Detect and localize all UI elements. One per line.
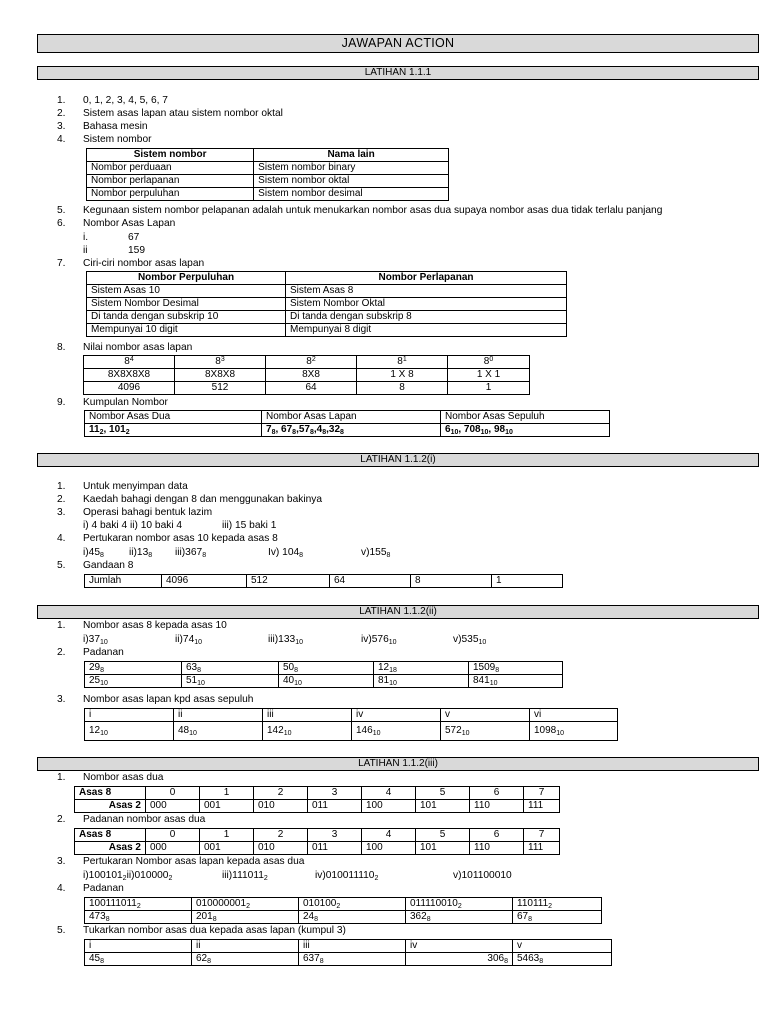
- column-header: iii: [263, 709, 352, 722]
- table-sistem-nombor: [86, 148, 449, 201]
- answer-text: iii) 15 baki 1: [222, 520, 277, 531]
- answer-value: $i)100101_2ii)010000_2$: [83, 870, 173, 882]
- answer-value: $i)37_{10}$: [83, 634, 108, 646]
- answer-text: Nilai nombor asas lapan: [83, 342, 193, 353]
- answer-text: Untuk menyimpan data: [83, 481, 188, 492]
- table-cell: $1098_{10}$: [530, 722, 618, 741]
- table-cell: $110111_2$: [513, 898, 602, 911]
- table-cell: Jumlah: [85, 575, 162, 588]
- table-row: [85, 424, 610, 437]
- table-cell: 1: [448, 382, 530, 395]
- table-cell: $362_8$: [406, 911, 513, 924]
- table-cell: 6: [470, 787, 524, 800]
- table-cell: $12_{10}$: [85, 722, 174, 741]
- table-cell: $011110010_2$: [406, 898, 513, 911]
- table-cell: 011: [308, 800, 362, 813]
- answer-text: Nombor Asas Lapan: [83, 218, 176, 229]
- table-cell: 010: [254, 800, 308, 813]
- answer-text: Padanan nombor asas dua: [83, 814, 206, 825]
- table-cell: $142_{10}$: [263, 722, 352, 741]
- table-cell: 8: [357, 382, 448, 395]
- table-row: [85, 722, 618, 741]
- table-cell: $572_{10}$: [441, 722, 530, 741]
- table-row: [87, 298, 567, 311]
- table-cell: $1509_8$: [469, 662, 563, 675]
- table-cell: 100: [362, 800, 416, 813]
- table-cell: $010000001_2$: [192, 898, 299, 911]
- column-header: i: [85, 940, 192, 953]
- table-cell: Nombor perlapanan: [87, 175, 254, 188]
- answer-text: Kumpulan Nombor: [83, 397, 168, 408]
- item-number: 2.: [57, 814, 66, 825]
- table-cell: $40_{10}$: [279, 675, 374, 688]
- table-row: [85, 675, 563, 688]
- table-cell: 0: [146, 787, 200, 800]
- table-cell: Sistem Asas 8: [286, 285, 567, 298]
- section-header-latihan-1-1-2-i: LATIHAN 1.1.2(i): [37, 453, 759, 467]
- answer-value: $iv)576_{10}$: [361, 634, 397, 646]
- item-number: 1.: [57, 620, 66, 631]
- answer-value: $i)45_8$: [83, 547, 104, 559]
- answer-text: Operasi bahagi bentuk lazim: [83, 507, 213, 518]
- item-number: 7.: [57, 258, 66, 269]
- table-cell: 001: [200, 842, 254, 855]
- table-row: [84, 382, 530, 395]
- item-number: 3.: [57, 856, 66, 867]
- answer-value: $ii)13_8$: [129, 547, 153, 559]
- table-cell: 000: [146, 800, 200, 813]
- table-cell: 101: [416, 800, 470, 813]
- table-cell: 2: [254, 829, 308, 842]
- table-row: [84, 369, 530, 382]
- table-cell: $306_8$: [406, 953, 513, 966]
- table-cell: 111: [524, 800, 560, 813]
- column-header: Sistem nombor: [87, 149, 254, 162]
- answer-text: i) 4 baki 4 ii) 10 baki 4: [83, 520, 183, 531]
- table-cell: $8^2$: [266, 356, 357, 369]
- column-header: i: [85, 709, 174, 722]
- table-padanan: [84, 661, 563, 688]
- table-row: [84, 356, 530, 369]
- table-row: [75, 800, 560, 813]
- item-number: 8.: [57, 342, 66, 353]
- table-cell: Sistem Nombor Desimal: [87, 298, 286, 311]
- table-cell: Sistem nombor oktal: [254, 175, 449, 188]
- table-cell: 111: [524, 842, 560, 855]
- table-row: [85, 411, 610, 424]
- table-asas-dua-a: [74, 786, 560, 813]
- table-cell: 5: [416, 829, 470, 842]
- answer-text: 0, 1, 2, 3, 4, 5, 6, 7: [83, 95, 168, 106]
- table-cell: $29_8$: [85, 662, 182, 675]
- table-cell: $12_{18}$: [374, 662, 469, 675]
- item-number: 4.: [57, 533, 66, 544]
- table-cell: Mempunyai 10 digit: [87, 324, 286, 337]
- table-cell: Sistem nombor desimal: [254, 188, 449, 201]
- table-cell: $24_8$: [299, 911, 406, 924]
- table-row: [85, 575, 563, 588]
- table-cell: $100111011_2$: [85, 898, 192, 911]
- answer-text: Nombor asas dua: [83, 772, 164, 783]
- row-header: Asas 8: [75, 829, 146, 842]
- table-cell: 8X8: [266, 369, 357, 382]
- table-row: [85, 662, 563, 675]
- item-number: 3.: [57, 507, 66, 518]
- table-cell: 8X8X8X8: [84, 369, 175, 382]
- item-number: 4.: [57, 134, 66, 145]
- page-title: JAWAPAN ACTION: [37, 34, 759, 53]
- item-number: 2.: [57, 647, 66, 658]
- table-row: [87, 285, 567, 298]
- table-cell: 512: [175, 382, 266, 395]
- table-cell: 1: [492, 575, 563, 588]
- answer-value: $iii)111011_2$: [222, 870, 268, 882]
- answer-text: Tukarkan nombor asas dua kepada asas lapan (kumpul 3): [83, 925, 346, 936]
- column-header: v: [441, 709, 530, 722]
- answer-value: $iii)367_8$: [175, 547, 207, 559]
- answer-text: Sistem asas lapan atau sistem nombor oktal: [83, 108, 283, 119]
- table-row: [85, 709, 618, 722]
- table-row: [85, 953, 612, 966]
- item-number: 2.: [57, 494, 66, 505]
- item-number: 3.: [57, 694, 66, 705]
- table-row: [75, 829, 560, 842]
- table-cell: 6: [470, 829, 524, 842]
- table-row: [87, 324, 567, 337]
- column-header: ii: [174, 709, 263, 722]
- table-cell: $25_{10}$: [85, 675, 182, 688]
- table-cell: 5: [416, 787, 470, 800]
- column-header: vi: [530, 709, 618, 722]
- table-row: [85, 940, 612, 953]
- answer-value: v)101100010: [453, 870, 512, 881]
- column-header: iii: [299, 940, 406, 953]
- table-cell: 101: [416, 842, 470, 855]
- table-cell: 2: [254, 787, 308, 800]
- table-cell: 4096: [162, 575, 247, 588]
- table-cell: $637_8$: [299, 953, 406, 966]
- answer-text: Nombor asas lapan kpd asas sepuluh: [83, 694, 254, 705]
- table-cell: Di tanda dengan subskrip 8: [286, 311, 567, 324]
- table-row: [85, 911, 602, 924]
- table-cell: $8^1$: [357, 356, 448, 369]
- table-cell: $11_2$, $101_2$: [85, 424, 262, 437]
- table-cell: $8^3$: [175, 356, 266, 369]
- table-cell: Nombor perpuluhan: [87, 188, 254, 201]
- table-row: [75, 787, 560, 800]
- table-cell: Nombor perduaan: [87, 162, 254, 175]
- sub-value: 159: [128, 245, 145, 256]
- answer-value: $ii)74_{10}$: [175, 634, 203, 646]
- column-header: v: [513, 940, 612, 953]
- table-cell: $473_8$: [85, 911, 192, 924]
- answer-text: Pertukaran nombor asas 10 kepada asas 8: [83, 533, 278, 544]
- table-nilai-asas-lapan: [83, 355, 530, 395]
- item-number: 1.: [57, 772, 66, 783]
- table-cell: $201_8$: [192, 911, 299, 924]
- answer-value: $iv)010011110_2$: [315, 870, 379, 882]
- table-row: [87, 162, 449, 175]
- table-cell: Sistem Asas 10: [87, 285, 286, 298]
- row-header: Asas 2: [75, 800, 146, 813]
- column-header: Nombor Asas Dua: [85, 411, 262, 424]
- item-number: 9.: [57, 397, 66, 408]
- table-asas-lapan-kpd-sepuluh: [84, 708, 618, 741]
- item-number: 6.: [57, 218, 66, 229]
- row-header: Asas 2: [75, 842, 146, 855]
- table-cell: 7: [524, 787, 560, 800]
- table-padanan-asas-dua: [84, 897, 602, 924]
- item-number: 1.: [57, 95, 66, 106]
- table-cell: 7: [524, 829, 560, 842]
- table-ciri-ciri: [86, 271, 567, 337]
- table-cell: Sistem nombor binary: [254, 162, 449, 175]
- table-row: [87, 175, 449, 188]
- table-cell: 000: [146, 842, 200, 855]
- table-cell: 8X8X8: [175, 369, 266, 382]
- table-kumpulan-nombor: [84, 410, 610, 437]
- answer-text: Nombor asas 8 kepada asas 10: [83, 620, 227, 631]
- answer-text: Gandaan 8: [83, 560, 134, 571]
- answer-text: Padanan: [83, 647, 124, 658]
- table-asas-dua-b: [74, 828, 560, 855]
- table-cell: $63_8$: [182, 662, 279, 675]
- table-cell: 4096: [84, 382, 175, 395]
- table-cell: $146_{10}$: [352, 722, 441, 741]
- table-cell: $7_8$, $67_8,57_8,4_8,32_8$: [262, 424, 441, 437]
- table-gandaan-8: [84, 574, 563, 588]
- table-cell: $81_{10}$: [374, 675, 469, 688]
- item-number: 3.: [57, 121, 66, 132]
- item-number: 4.: [57, 883, 66, 894]
- table-cell: 0: [146, 829, 200, 842]
- table-cell: $010100_2$: [299, 898, 406, 911]
- table-row: [85, 898, 602, 911]
- column-header: Nombor Asas Sepuluh: [441, 411, 610, 424]
- item-number: 1.: [57, 481, 66, 492]
- answer-text: Ciri-ciri nombor asas lapan: [83, 258, 205, 269]
- table-row: [87, 311, 567, 324]
- table-cell: 100: [362, 842, 416, 855]
- table-cell: Sistem Nombor Oktal: [286, 298, 567, 311]
- column-header: Nombor Perlapanan: [286, 272, 567, 285]
- column-header: iv: [352, 709, 441, 722]
- column-header: Nombor Perpuluhan: [87, 272, 286, 285]
- table-cell: 1: [200, 829, 254, 842]
- table-cell: 64: [266, 382, 357, 395]
- table-cell: 011: [308, 842, 362, 855]
- table-cell: $48_{10}$: [174, 722, 263, 741]
- table-row: [87, 188, 449, 201]
- table-cell: $50_8$: [279, 662, 374, 675]
- table-row: [75, 842, 560, 855]
- table-cell: Mempunyai 8 digit: [286, 324, 567, 337]
- answer-text: Padanan: [83, 883, 124, 894]
- row-header: Asas 8: [75, 787, 146, 800]
- table-cell: 3: [308, 787, 362, 800]
- answer-text: Bahasa mesin: [83, 121, 148, 132]
- answer-value: $iii)133_{10}$: [268, 634, 303, 646]
- table-cell: 8: [411, 575, 492, 588]
- table-kumpul-3: [84, 939, 612, 966]
- table-cell: 3: [308, 829, 362, 842]
- table-cell: 1: [200, 787, 254, 800]
- section-header-latihan-1-1-2-iii: LATIHAN 1.1.2(iii): [37, 757, 759, 771]
- table-cell: 1 X 1: [448, 369, 530, 382]
- table-cell: $8^0$: [448, 356, 530, 369]
- table-cell: $62_8$: [192, 953, 299, 966]
- table-cell: $8^4$: [84, 356, 175, 369]
- table-cell: $841_{10}$: [469, 675, 563, 688]
- column-header: iv: [406, 940, 513, 953]
- column-header: ii: [192, 940, 299, 953]
- sub-label: ii: [83, 245, 88, 256]
- table-cell: 64: [330, 575, 411, 588]
- table-cell: $5463_8$: [513, 953, 612, 966]
- column-header: Nama lain: [254, 149, 449, 162]
- answer-text: Kaedah bahagi dengan 8 dan menggunakan bakinya: [83, 494, 323, 505]
- table-cell: 110: [470, 800, 524, 813]
- sub-value: 67: [128, 232, 140, 243]
- table-cell: $51_{10}$: [182, 675, 279, 688]
- answer-text: Sistem nombor: [83, 134, 152, 145]
- item-number: 5.: [57, 925, 66, 936]
- table-cell: 1 X 8: [357, 369, 448, 382]
- table-cell: $6_{10}$, $708_{10}$, $98_{10}$: [441, 424, 610, 437]
- table-cell: 001: [200, 800, 254, 813]
- table-cell: 512: [247, 575, 330, 588]
- table-cell: 010: [254, 842, 308, 855]
- answer-text: Pertukaran Nombor asas lapan kepada asas dua: [83, 856, 305, 867]
- table-cell: 110: [470, 842, 524, 855]
- answer-value: Iv) $104_8$: [268, 547, 304, 559]
- column-header: Nombor Asas Lapan: [262, 411, 441, 424]
- answer-value: $v)535_{10}$: [453, 634, 487, 646]
- item-number: 5.: [57, 560, 66, 571]
- item-number: 5.: [57, 205, 66, 216]
- answer-value: $v)155_8$: [361, 547, 391, 559]
- table-cell: $67_8$: [513, 911, 602, 924]
- table-cell: Di tanda dengan subskrip 10: [87, 311, 286, 324]
- table-cell: 4: [362, 829, 416, 842]
- section-header-latihan-1-1-2-ii: LATIHAN 1.1.2(ii): [37, 605, 759, 619]
- section-header-latihan-1-1-1: LATIHAN 1.1.1: [37, 66, 759, 80]
- sub-label: i.: [83, 232, 89, 243]
- answer-text: Kegunaan sistem nombor pelapanan adalah untuk menukarkan nombor asas dua supaya nombor asas dua tidak terlalu panjang: [83, 205, 663, 216]
- table-cell: 4: [362, 787, 416, 800]
- table-cell: $45_8$: [85, 953, 192, 966]
- item-number: 2.: [57, 108, 66, 119]
